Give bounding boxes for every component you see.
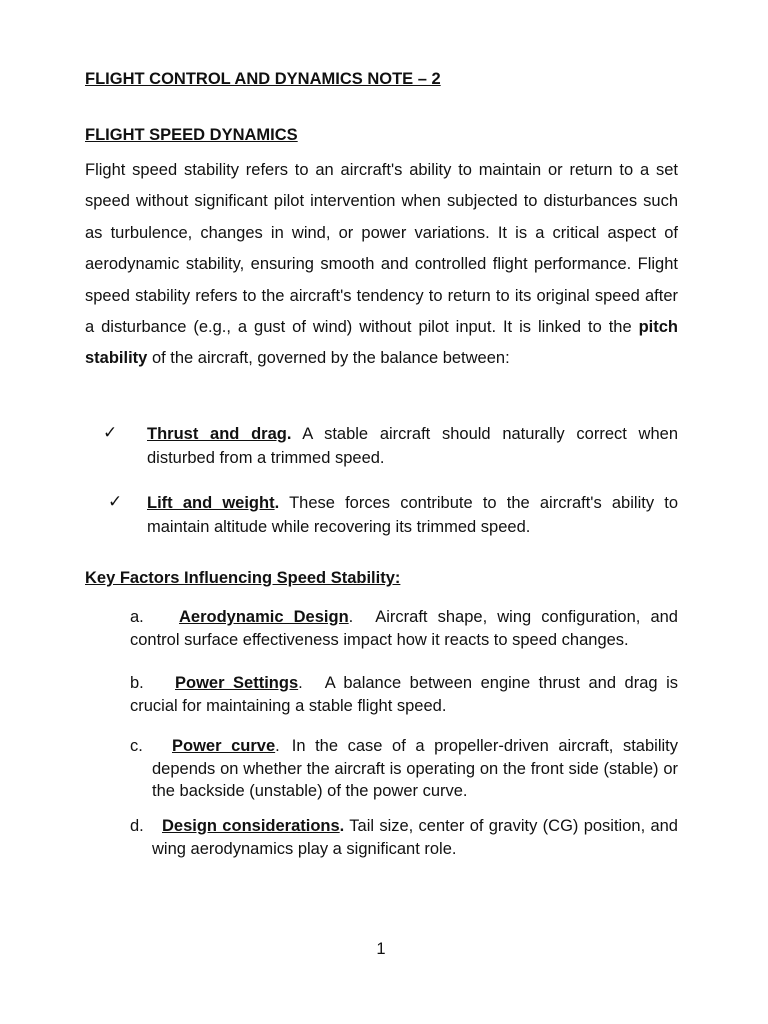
factor-item: [130, 815, 678, 860]
factor-marker: b.: [130, 674, 144, 692]
balance-item-suffix: .: [274, 494, 280, 512]
balance-item-term: Lift and weight: [147, 494, 275, 512]
factor-suffix: .: [275, 737, 280, 755]
factor-item: [130, 735, 678, 803]
factor-description: A balance between engine thrust and drag is crucial for maintaining a stable flight speed.: [130, 674, 678, 715]
factor-suffix: .: [348, 608, 354, 626]
balance-item-text: [147, 423, 678, 470]
factor-term: Design considerations: [162, 817, 340, 835]
factor-term: Power Settings: [175, 674, 299, 692]
intro-paragraph: [85, 155, 678, 375]
factor-term: Power curve: [172, 737, 276, 755]
key-factors-title: Key Factors Influencing Speed Stability:: [85, 569, 401, 587]
factor-description: Tail size, center of gravity (CG) position, and wing aerodynamics play a significant role.: [152, 817, 678, 858]
page-number: 1: [376, 940, 386, 958]
factor-item: [130, 606, 678, 651]
factor-suffix: .: [339, 817, 345, 835]
balance-item-text: [147, 492, 678, 539]
factor-term: Aerodynamic Design: [179, 608, 349, 626]
checkmark-icon: ✓: [108, 492, 123, 511]
document-title: FLIGHT CONTROL AND DYNAMICS NOTE – 2: [85, 70, 441, 88]
factor-marker: c.: [130, 737, 143, 755]
factor-suffix: .: [298, 674, 303, 692]
section-title: FLIGHT SPEED DYNAMICS: [85, 126, 298, 144]
factor-marker: a.: [130, 608, 144, 626]
balance-item-description: A stable aircraft should naturally correct when disturbed from a trimmed speed.: [147, 425, 678, 467]
intro-bold-term: pitch stability: [85, 318, 678, 368]
balance-item-description: These forces contribute to the aircraft's ability to maintain altitude while recovering its trimmed speed.: [147, 494, 678, 536]
intro-text-part2: of the aircraft, governed by the balance between:: [147, 349, 510, 368]
balance-item-term: Thrust and drag: [147, 425, 287, 443]
factor-item: [130, 672, 678, 717]
factor-description: In the case of a propeller-driven aircraft, stability depends on whether the aircraft is operating on the front side (stable) or the backside (unstable) of the power curve.: [152, 737, 678, 800]
factor-description: Aircraft shape, wing configuration, and control surface effectiveness impact how it reacts to speed changes.: [130, 608, 678, 649]
intro-text-part1: Flight speed stability refers to an aircraft's ability to maintain or return to a set speed without significant pilot intervention when subjected to disturbances such as turbulence, changes in wind, or power variations. It is a critical aspect of aerodynamic stability, ensuring smooth and controlled flight performance. Flight speed stability refers to the aircraft's tendency to return to its original speed after a disturbance (e.g., a gust of wind) without pilot input. It is linked to the: [85, 161, 678, 337]
checkmark-icon: ✓: [103, 423, 118, 442]
balance-item-suffix: .: [286, 425, 292, 443]
factor-marker: d.: [130, 817, 144, 835]
